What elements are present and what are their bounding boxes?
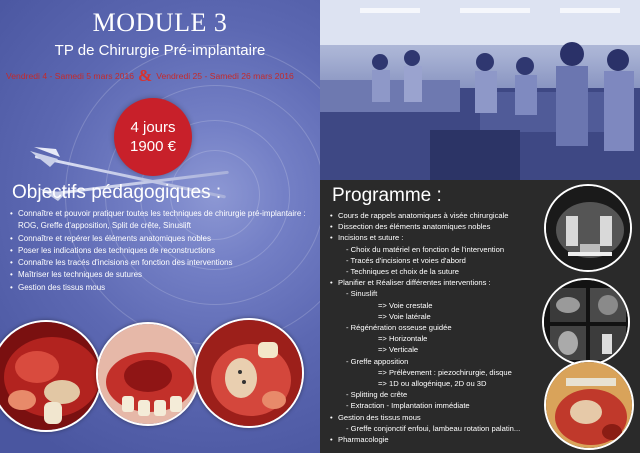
date-session-2: Vendredi 25 - Samedi 26 mars 2016 [156, 70, 294, 81]
surgical-photo-3 [194, 318, 304, 428]
page-subtitle: TP de Chirurgie Pré-implantaire [54, 42, 266, 59]
operating-room-photo [320, 0, 640, 180]
list-item: • Poser les indications des techniques de reconstructions [10, 245, 315, 257]
list-item: • Maîtriser les techniques de sutures [10, 269, 315, 281]
list-item: • Connaître les tracés d'incisions en fonction des interventions [10, 257, 315, 269]
price-badge [114, 98, 192, 176]
list-item: • Gestion des tissus mous [330, 412, 560, 423]
list-item: • Gestion des tissus mous [10, 282, 315, 294]
right-panel [320, 0, 640, 453]
list-item: - Extraction - Implantation immédiate [346, 401, 470, 411]
objectives-heading: Objectifs pédagogiques : [12, 182, 222, 203]
list-item: - Techniques et choix de la suture [346, 267, 459, 277]
list-item: - Sinuslift [346, 289, 378, 299]
surgical-photo-1 [0, 320, 102, 432]
list-item: • Connaître et repérer les éléments anatomiques nobles [10, 233, 315, 245]
objectives-list [10, 208, 315, 294]
list-item: => Voie latérale [378, 311, 431, 321]
ct-scan-photo [542, 278, 630, 366]
duration-label: 4 jours [130, 119, 176, 136]
list-item: - Tracés d'incisions et voies d'abord [346, 255, 466, 265]
list-item: • Pharmacologie [330, 434, 560, 445]
list-item: • Connaître et pouvoir pratiquer toutes les techniques de chirurgie pré-implantaire : [10, 208, 315, 220]
list-item: => Horizontale [378, 334, 428, 344]
list-item: => 1D ou allogénique, 2D ou 3D [378, 379, 487, 389]
programme-list [330, 210, 560, 445]
list-item: - Splitting de crête [346, 390, 408, 400]
price-label: 1900 € [130, 138, 176, 155]
programme-heading: Programme : [332, 185, 442, 206]
list-item: - Greffe conjonctif enfoui, lambeau rotation palatin... [346, 423, 521, 433]
clinical-photo [544, 360, 634, 450]
list-item: • Planifier et Réaliser différentes interventions : [330, 277, 560, 288]
session-dates [6, 67, 316, 84]
list-item: => Prélèvement : piezochirurgie, disque [378, 367, 512, 377]
list-item: - Régénération osseuse guidée [346, 323, 452, 333]
xray-photo-1 [544, 184, 632, 272]
page-title: MODULE 3 [92, 8, 228, 37]
ampersand-glyph: & [138, 66, 153, 85]
list-item: ROG, Greffe d'apposition, Split de crête, Sinuslift [18, 221, 192, 231]
surgical-photo-2 [96, 322, 200, 426]
list-item: => Verticale [378, 345, 419, 355]
date-session-1: Vendredi 4 - Samedi 5 mars 2016 [6, 70, 135, 81]
list-item: - Choix du matériel en fonction de l'intervention [346, 244, 505, 254]
list-item: • Cours de rappels anatomiques à visée chirurgicale [330, 210, 560, 221]
list-item: => Voie crestale [378, 300, 433, 310]
list-item: • Dissection des éléments anatomiques nobles [330, 221, 560, 232]
list-item: - Greffe apposition [346, 356, 409, 366]
list-item: • Incisions et suture : [330, 232, 560, 243]
